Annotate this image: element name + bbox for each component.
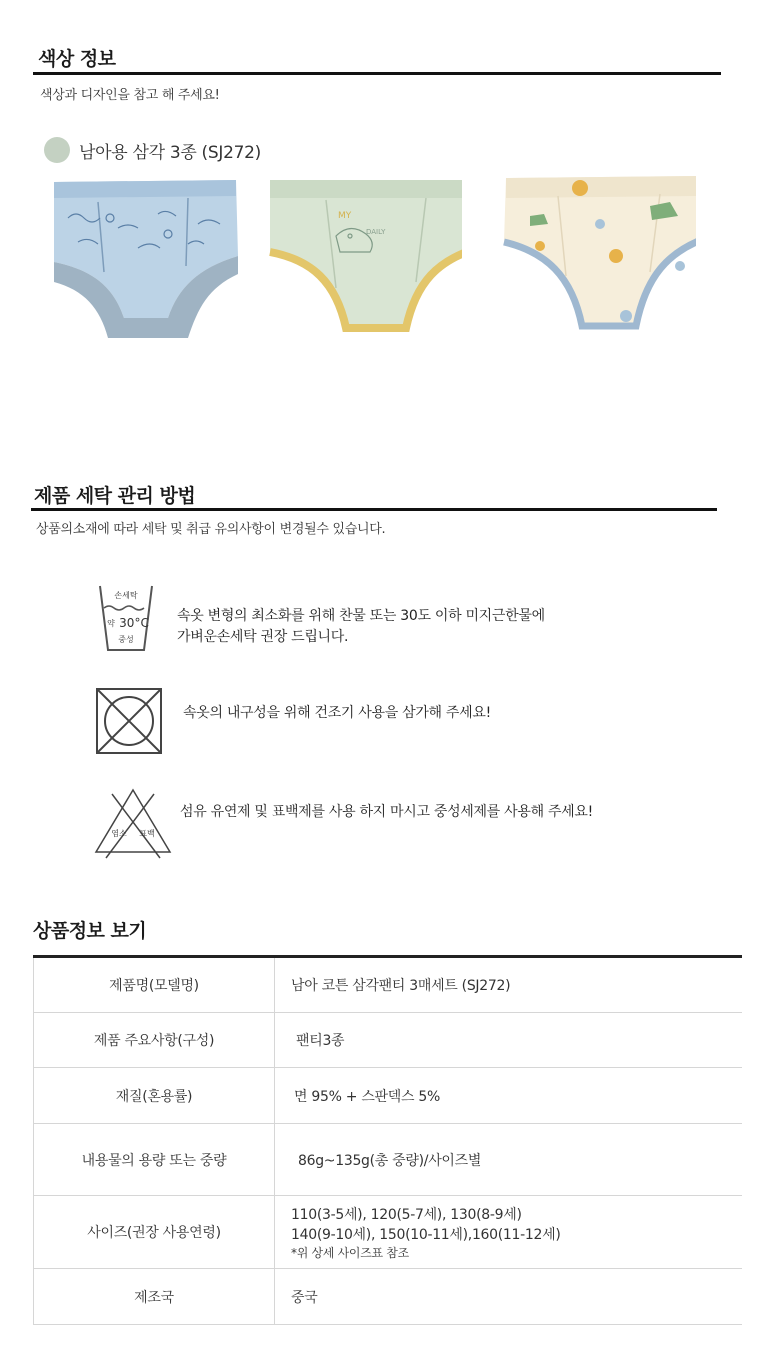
info-key: 제조국 xyxy=(34,1269,275,1325)
product-name: 남아용 삼각 3종 (SJ272) xyxy=(79,143,261,163)
info-value: 남아 코튼 삼각팬티 3매세트 (SJ272) xyxy=(275,957,743,1013)
size-line: 140(9-10세), 150(10-11세),160(11-12세) xyxy=(291,1226,561,1243)
info-value: 중국 xyxy=(275,1269,743,1325)
table-row xyxy=(34,1269,743,1325)
temp-value: 30°C xyxy=(119,616,149,630)
table-row xyxy=(34,1068,743,1124)
product-photo-beige xyxy=(500,176,696,348)
bleach-label: 표백 xyxy=(139,829,155,838)
info-key: 제품 주요사항(구성) xyxy=(34,1013,275,1068)
temp-prefix: 약 xyxy=(107,619,115,628)
product-photo-blue xyxy=(48,178,244,350)
info-value: 팬티3종 xyxy=(275,1013,743,1068)
color-section-divider xyxy=(33,72,721,75)
chlorine-label: 염소 xyxy=(111,829,127,838)
care-text-hand-wash: 속옷 변형의 최소화를 위해 찬물 또는 30도 이하 미지근한물에 가벼운손세탁 권장 드립니다. xyxy=(177,608,545,645)
table-row xyxy=(34,1196,743,1269)
table-row xyxy=(34,1013,743,1068)
svg-text:DAILY: DAILY xyxy=(366,228,386,236)
info-value: 86g~135g(총 중량)/사이즈별 xyxy=(275,1124,743,1196)
info-key: 사이즈(권장 사용연령) xyxy=(34,1196,275,1269)
hand-wash-icon xyxy=(96,582,156,656)
size-note: *위 상세 사이즈표 참조 xyxy=(291,1245,409,1260)
info-value: 면 95% + 스판덱스 5% xyxy=(275,1068,743,1124)
product-photo-green xyxy=(266,178,462,350)
no-bleach-icon xyxy=(92,786,174,860)
table-row xyxy=(34,957,743,1013)
info-value xyxy=(275,1196,743,1269)
info-key: 제품명(모델명) xyxy=(34,957,275,1013)
info-section-title: 상품정보 보기 xyxy=(33,920,147,942)
color-section-description: 색상과 디자인을 참고 해 주세요! xyxy=(40,88,220,103)
care-section-description: 상품의소재에 따라 세탁 및 취급 유의사항이 변경될수 있습니다. xyxy=(36,522,386,537)
color-section-title: 색상 정보 xyxy=(38,48,116,70)
care-text-no-dryer: 속옷의 내구성을 위해 건조기 사용을 삼가해 주세요! xyxy=(183,705,491,721)
hand-wash-label: 손세탁 xyxy=(114,591,138,600)
svg-text:MY: MY xyxy=(338,211,352,221)
size-line: 110(3-5세), 120(5-7세), 130(8-9세) xyxy=(291,1206,522,1223)
care-section-divider xyxy=(31,508,717,511)
neutral-label: 중성 xyxy=(118,635,134,644)
info-key: 내용물의 용량 또는 중량 xyxy=(34,1124,275,1196)
table-row xyxy=(34,1124,743,1196)
product-info-table xyxy=(33,955,742,1325)
care-section-title: 제품 세탁 관리 방법 xyxy=(34,485,196,507)
color-swatch xyxy=(44,137,70,163)
care-text-no-bleach: 섬유 유연제 및 표백제를 사용 하지 마시고 중성세제를 사용해 주세요! xyxy=(180,804,593,820)
info-key: 재질(혼용률) xyxy=(34,1068,275,1124)
no-tumble-dry-icon xyxy=(94,686,164,756)
